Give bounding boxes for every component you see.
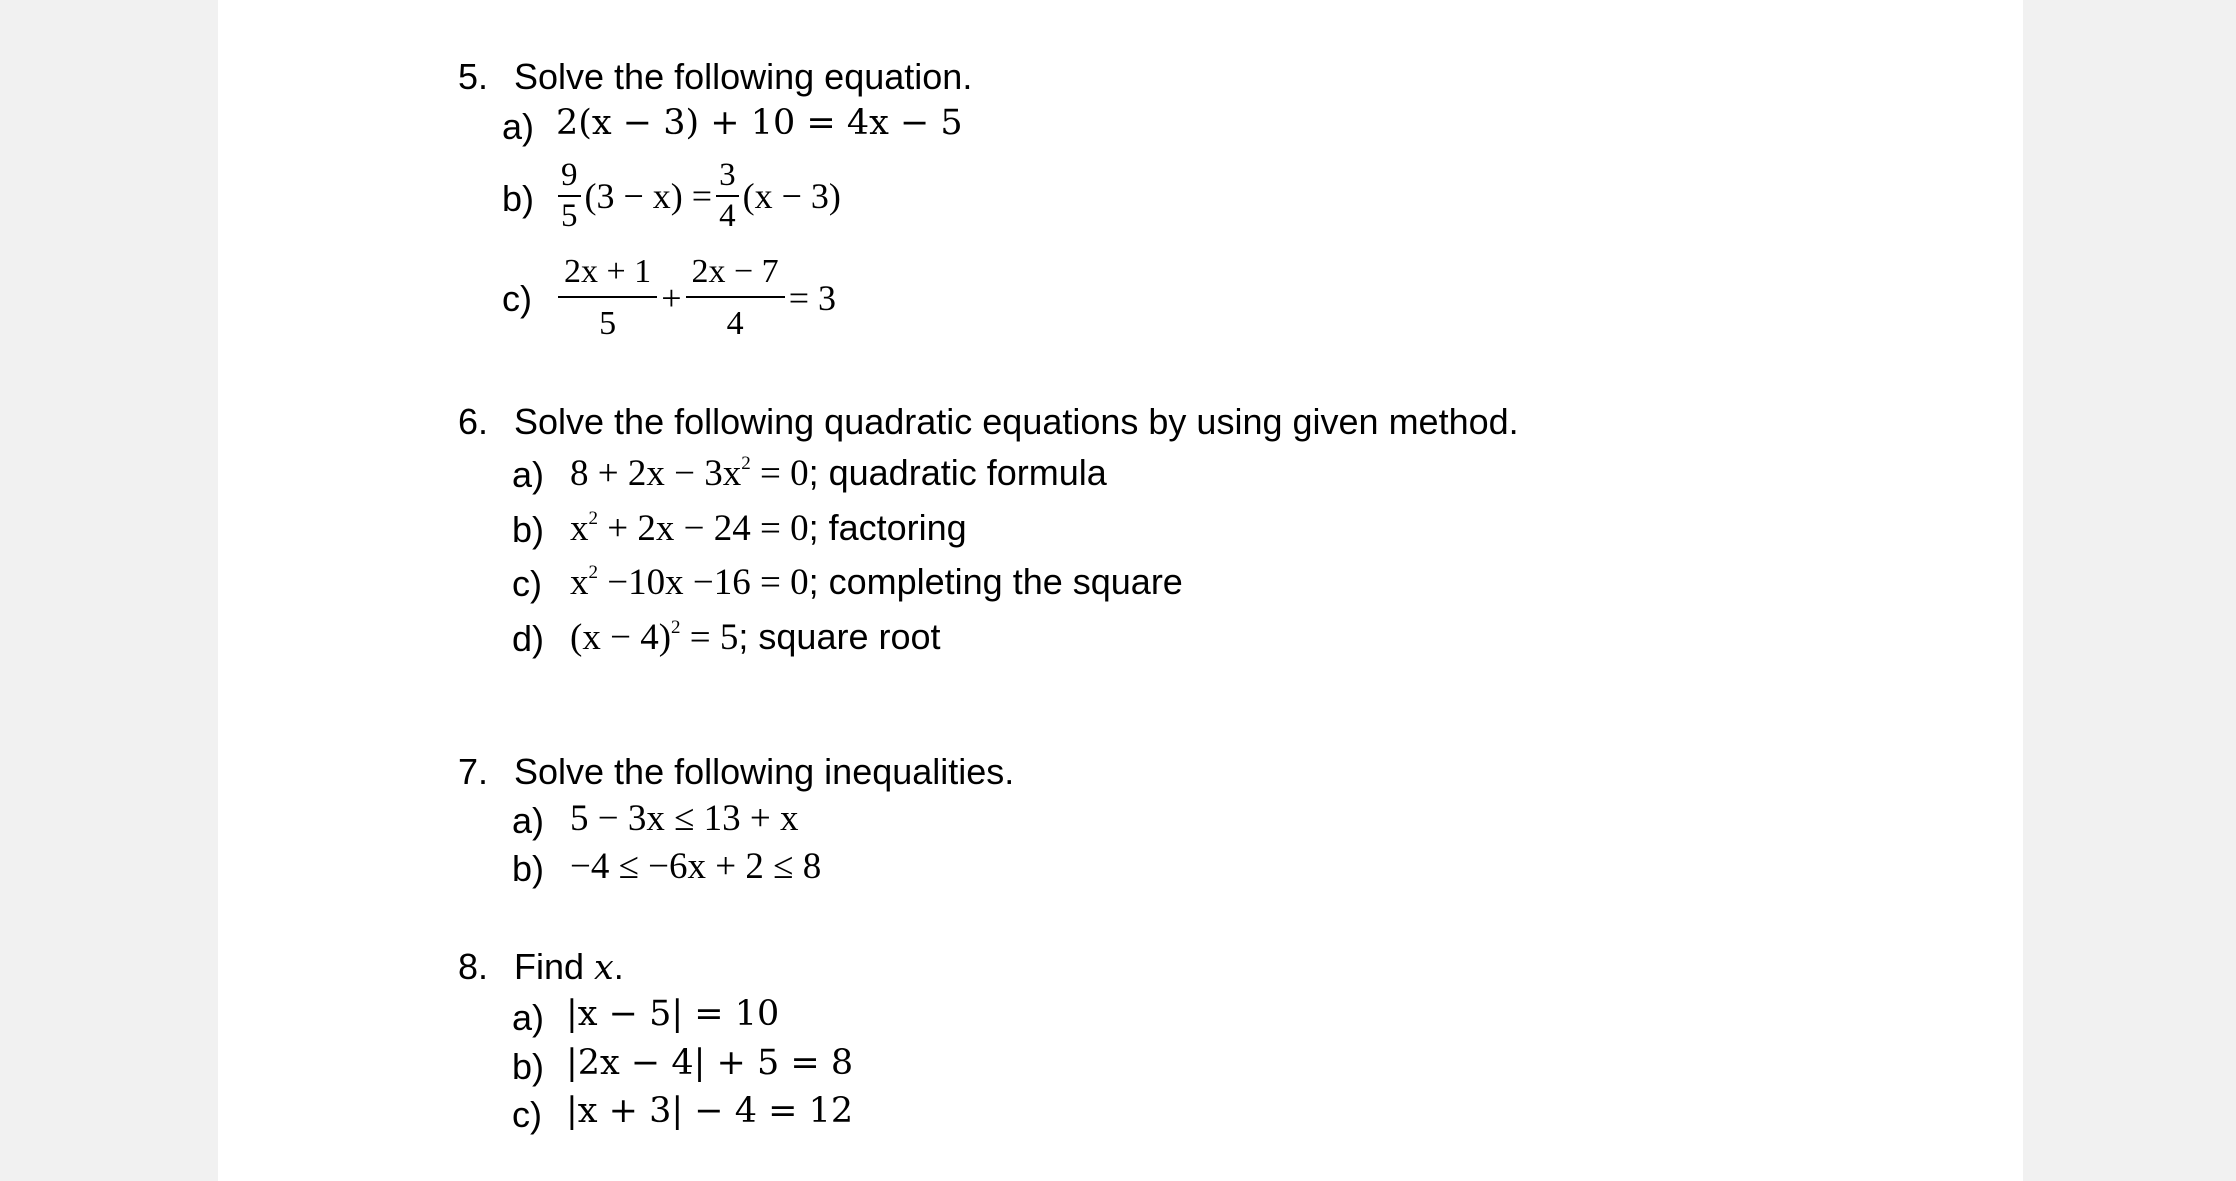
q6-c-label: c) xyxy=(512,563,542,604)
q6-b-label: b) xyxy=(512,509,545,550)
q5-b-fraction-2 xyxy=(716,158,739,233)
q6-c-method: ; completing the square xyxy=(808,561,1183,602)
q8-c-equation: |x + 3| − 4 = 12 xyxy=(566,1091,854,1131)
q5-c-fraction-1 xyxy=(558,254,657,341)
question-5-title xyxy=(458,56,973,97)
q5-c-label: c) xyxy=(502,278,532,319)
fraction-denominator: 5 xyxy=(558,296,657,342)
q7-a-inequality: 5 − 3x ≤ 13 + x xyxy=(570,798,799,839)
question-7-title xyxy=(458,751,1015,792)
q6-a-expr-pre: 8 + 2x − 3x xyxy=(570,453,742,494)
fraction-denominator: 4 xyxy=(686,296,785,342)
question-6-number: 6. xyxy=(458,401,489,442)
fraction-denominator: 5 xyxy=(558,195,581,234)
q5-b-tail: (x − 3) xyxy=(742,175,841,216)
q5-c-tail: = 3 xyxy=(788,277,836,318)
q6-d-expr-pre: (x − 4) xyxy=(570,617,672,658)
question-8-variable: x xyxy=(594,948,614,988)
q7-b-inequality: −4 ≤ −6x + 2 ≤ 8 xyxy=(570,846,822,887)
q6-b-method: ; factoring xyxy=(808,507,967,548)
question-7-number: 7. xyxy=(458,751,489,792)
question-5-text: Solve the following equation. xyxy=(514,56,973,97)
q5-b-middle: (3 − x) = xyxy=(584,175,713,216)
q6-a-expr-post: = 0 xyxy=(750,453,809,494)
q6-a-equation xyxy=(570,452,1107,494)
q5-c-equation xyxy=(558,254,840,341)
question-8-title xyxy=(458,946,624,988)
question-8-number: 8. xyxy=(458,946,489,987)
q8-b-label: b) xyxy=(512,1046,545,1087)
q6-a-label: a) xyxy=(512,454,545,495)
q7-a-label: a) xyxy=(512,800,545,841)
q5-b-equation xyxy=(558,158,845,233)
q8-b-equation: |2x − 4| + 5 = 8 xyxy=(566,1043,854,1083)
fraction-numerator: 9 xyxy=(561,157,578,193)
q8-a-label: a) xyxy=(512,997,545,1038)
question-6-text: Solve the following quadratic equations by using given method. xyxy=(514,401,1519,442)
question-8-text: Find xyxy=(514,946,595,987)
q6-d-label: d) xyxy=(512,618,545,659)
document-page xyxy=(218,0,2023,1181)
q6-c-exponent: 2 xyxy=(588,562,598,583)
fraction-numerator: 3 xyxy=(719,157,736,193)
q7-b-label: b) xyxy=(512,848,545,889)
q6-d-exponent: 2 xyxy=(671,617,681,638)
q6-b-expr-pre: x xyxy=(570,508,589,549)
q5-a-equation: 2(x − 3) + 10 = 4x − 5 xyxy=(556,103,963,143)
q6-d-method: ; square root xyxy=(738,616,941,657)
question-8-period: . xyxy=(613,946,624,987)
fraction-denominator: 4 xyxy=(716,195,739,234)
q5-b-label: b) xyxy=(502,178,535,219)
q6-c-expr-post: −10x −16 = 0 xyxy=(598,562,809,603)
q6-b-equation xyxy=(570,507,967,549)
q6-b-expr-post: + 2x − 24 = 0 xyxy=(598,508,809,549)
q6-c-expr-pre: x xyxy=(570,562,589,603)
q5-b-fraction-1 xyxy=(558,158,581,233)
q5-c-plus: + xyxy=(661,277,682,318)
q6-d-expr-post: = 5 xyxy=(680,617,739,658)
q6-d-equation xyxy=(570,616,941,658)
q5-c-fraction-2 xyxy=(686,254,785,341)
fraction-numerator: 2x + 1 xyxy=(564,253,652,290)
question-5-number: 5. xyxy=(458,56,489,97)
q6-a-exponent: 2 xyxy=(741,453,751,474)
q5-a-label: a) xyxy=(502,106,535,147)
question-6-title xyxy=(458,401,1519,442)
q6-b-exponent: 2 xyxy=(588,508,598,529)
q6-a-method: ; quadratic formula xyxy=(808,452,1107,493)
q8-c-label: c) xyxy=(512,1094,542,1135)
question-7-text: Solve the following inequalities. xyxy=(514,751,1015,792)
fraction-numerator: 2x − 7 xyxy=(691,253,779,290)
q8-a-equation: |x − 5| = 10 xyxy=(566,994,780,1034)
q6-c-equation xyxy=(570,561,1183,603)
